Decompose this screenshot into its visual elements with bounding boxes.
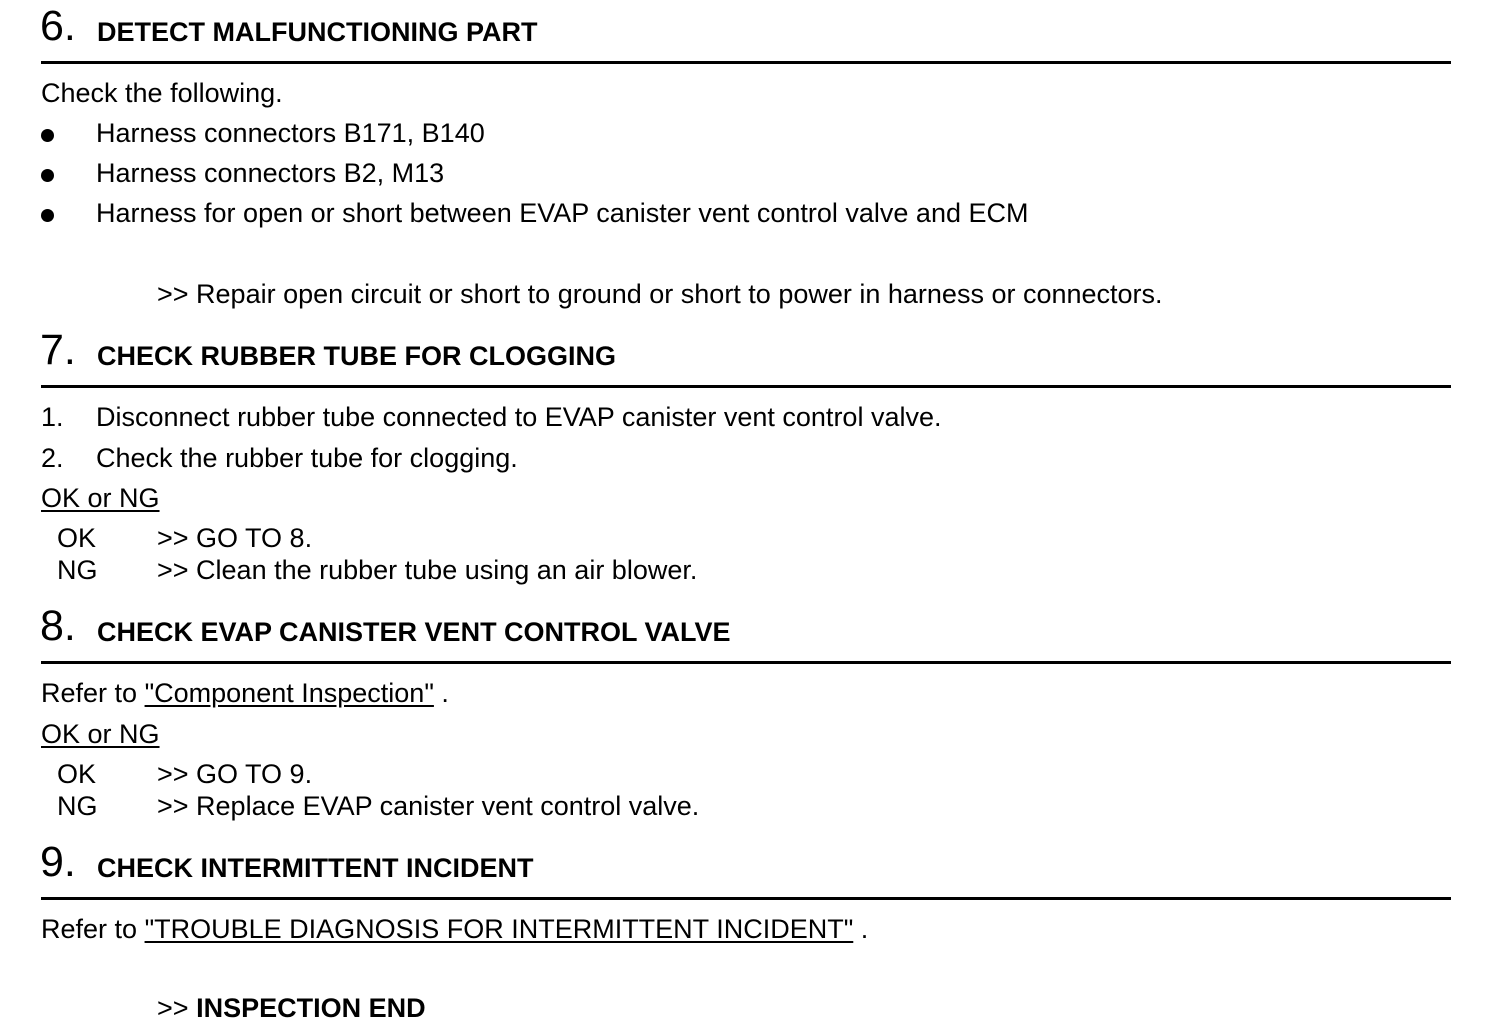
step-7-number: 7. [40,326,76,374]
list-item: Harness connectors B2, M13 [96,158,445,188]
step-6-intro: Check the following. [41,78,283,108]
step-8-title: CHECK EVAP CANISTER VENT CONTROL VALVE [97,617,731,647]
divider [41,61,1451,64]
step-6-result: >> Repair open circuit or short to ground or short to power in harness or connectors. [157,279,1163,309]
ng-label: NG [57,555,98,585]
refer-prefix: Refer to [41,914,138,944]
step-9-refer-line [41,914,868,945]
refer-prefix: Refer to [41,678,138,708]
ok-or-ng-label: OK or NG [41,483,160,513]
intermittent-incident-link[interactable]: "TROUBLE DIAGNOSIS FOR INTERMITTENT INCIDENT" [144,914,854,944]
end-prefix: >> [157,993,189,1023]
inspection-end: INSPECTION END [196,993,426,1023]
step-7-title: CHECK RUBBER TUBE FOR CLOGGING [97,341,616,371]
step-7-item-number: 2. [41,443,64,473]
step-7-item-text: Check the rubber tube for clogging. [96,443,518,473]
ng-result: >> Replace EVAP canister vent control valve. [157,791,700,821]
ng-result: >> Clean the rubber tube using an air blower. [157,555,698,585]
step-8-refer-line [41,678,449,709]
ok-label: OK [57,759,97,789]
step-7-item-number: 1. [41,402,64,432]
step-7-item-text: Disconnect rubber tube connected to EVAP canister vent control valve. [96,402,942,432]
refer-suffix: . [441,678,449,708]
divider [41,385,1451,388]
inspection-end-line [157,993,426,1024]
ok-result: >> GO TO 8. [157,523,313,553]
refer-suffix: . [860,914,869,944]
step-6-number: 6. [40,2,76,50]
list-item: Harness for open or short between EVAP canister vent control valve and ECM [96,198,1029,228]
bullet-icon [41,169,54,182]
step-8-number: 8. [40,602,76,650]
ok-result: >> GO TO 9. [157,759,313,789]
divider [41,897,1451,900]
list-item: Harness connectors B171, B140 [96,118,485,148]
step-9-number: 9. [40,838,76,886]
ok-or-ng-label: OK or NG [41,719,160,749]
bullet-icon [41,209,54,222]
ok-label: OK [57,523,97,553]
ng-label: NG [57,791,98,821]
bullet-icon [41,129,54,142]
component-inspection-link[interactable]: "Component Inspection" [144,678,434,708]
step-6-title: DETECT MALFUNCTIONING PART [97,17,538,47]
divider [41,661,1451,664]
step-9-title: CHECK INTERMITTENT INCIDENT [97,853,534,883]
